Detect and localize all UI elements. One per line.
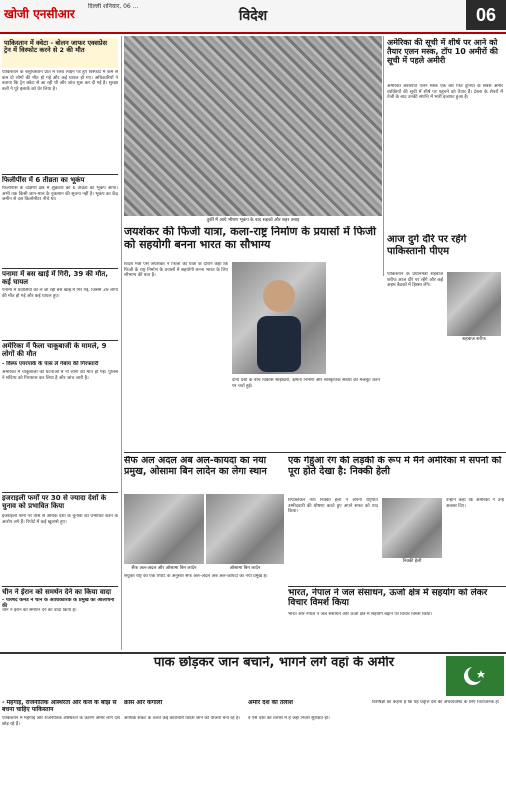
pakistan-flag (428, 656, 504, 696)
page-number: 06 (466, 0, 506, 30)
crescent-star-icon (462, 664, 486, 688)
headline-india-nepal: भारत, नेपाल ने जल संसाधन, ऊर्जा क्षेत्र में सहयोग को लेकर विचार विमर्श किया (288, 588, 488, 609)
haley-article (288, 454, 506, 584)
section-title: विदेश (238, 8, 268, 24)
article-alqaeda-body: संयुक्त राष्ट्र की एक रिपोर्ट के अनुसार सैफ अल-अदल अब अल-कायदा का नया प्रमुख है। (124, 574, 268, 579)
article-pak-pm-body: पाकिस्तान के प्रधानमंत्री शहबाज शरीफ आज दौरे पर रहेंगे और कई अहम बैठकों में हिस्सा लेंगे। (387, 272, 443, 288)
pak-pm-caption: शहबाज शरीफ (462, 337, 486, 342)
article-india-nepal-body: भारत और नेपाल ने जल संसाधन और ऊर्जा क्षेत्र में सहयोग बढ़ाने पर विचार विमर्श किया। (288, 612, 433, 617)
jaishankar-photo (232, 262, 326, 374)
headline-us-stabbing: अमेरिका में फैला चाकूबाजी के मामले, 9 लोगों की मौत (2, 342, 107, 359)
subhead-china-iran: - परिषद कमर्ड ने चीन के आधिकारिक के प्रमुख की आलोचना की (2, 598, 115, 609)
caption-saif: सैफ अल-अदल और ओसामा बिन लादेन (131, 566, 197, 571)
headline-musk: अमेरिका की सूची में शीर्ष पर आने को तैयार एलन मस्क, टॉप 10 अमीरों की सूची में पहले अमीरी (387, 38, 498, 66)
article-pak-rich-2: आर्थिक संकट के चलते कई कारोबारी विदेश जाने की योजना बना रहे हैं। (124, 716, 241, 721)
earthquake-photo-caption: तुर्की में आये भीषण भूकंप के बाद सड़कों और शहर तबाह (206, 218, 300, 223)
article-haley-body-right: उन्होंने कहा कि अमेरिका ने उन्हें अवसर दिए। (446, 498, 504, 509)
osama-photo (206, 494, 284, 564)
edition-line: दिल्ली शनिवार, 06 ... (88, 3, 139, 10)
headline-haley: एक गेहुंआ रंग की लड़की के रूप में मैंने अमेरिका में सपनों को पूरा होते देखा है: निक्की हेली (288, 456, 502, 477)
headline-quetta-blast: पाकिस्तान में क्वेटा - बोलन जाफर एक्सप्रेस ट्रेन में विस्फोट करने से 2 की मौत (4, 39, 108, 55)
article-israel-body: इजराइली फर्मों पर तीस से अधिक देशों के चुनावों को प्रभावित करने के आरोप लगे हैं। रिपोर्ट में कई खुलासे हुए। (2, 514, 118, 525)
subhead-pak-1: - महंगाई, राजनीतिक अस्थिरता और कर्ज के बोझ से बचना चाहिए पाकिस्तान (2, 700, 117, 713)
subhead-us-stabbing: - विस्फ एयरपार्क के पास ले गेबाय की गिरफ्तारी (2, 361, 99, 367)
person-portrait-icon (252, 272, 306, 372)
article-pak-rich-4: विशेषज्ञों का कहना है कि यह प्रवृत्ति देश की अर्थव्यवस्था के लिए चिंताजनक है। (372, 700, 500, 705)
subhead-pak-3: अमीर देश की तलाश (248, 700, 293, 706)
masthead-brand: खोजी एनसीआर (4, 7, 75, 21)
article-jaishankar-right: दोनों देशों के बीच विकास साझेदारी, क्षमता निर्माण और सांस्कृतिक संबंधों को मजबूत करने पर चर्चा हुई। (232, 378, 380, 389)
article-musk-body: अमेरिकी अरबपति एलन मस्क एक बार फिर दुनिया के सबसे अमीर व्यक्तियों की सूची में शीर्ष पर पहुंचने को तैयार हैं। टेस्ला के शेयरों में तेजी के बाद उनकी संपत्ति में भारी इजाफा हुआ है। (387, 84, 503, 100)
page-header (0, 0, 506, 34)
headline-pak-rich: पाक छोड़कर जान बचाने, भागने लगे वहां के अमीर (153, 656, 395, 670)
alqaeda-article (124, 454, 284, 650)
article-quake-body: फिलीपींस के दक्षिणी क्षेत्र में शुक्रवार को 6 तीव्रता का भूकंप आया। अभी तक किसी जान-माल के नुकसान की सूचना नहीं है। भूकंप का केंद्र जमीन से दस किलोमीटर नीचे था। (2, 186, 118, 202)
headline-philippines-quake: फिलीपींस में 6 तीव्रता का भूकंप (2, 176, 85, 184)
pak-pm-photo (447, 272, 501, 336)
article-haley-body: रिपब्लिकन नेता निक्की हेली ने अपनी राष्ट्रपति उम्मीदवारी की घोषणा करते हुए अपने सफर को याद किया। (288, 498, 378, 514)
earthquake-photo (124, 36, 382, 216)
article-pak-rich-3: वे ऐसे देशों की तलाश में हैं जहां निवेश सुरक्षित हो। (248, 716, 330, 721)
article-panama-body: पनामा में प्रवासियों को ले जा रही बस खाई में गिर गई, जिसमें 39 लोगों की मौत हो गई और कई घायल हुए। (2, 288, 118, 299)
article-china-body: चीन ने ईरान को समर्थन देने का वादा किया है। (2, 608, 77, 613)
article-quetta-body: पाकिस्तान के बलूचिस्तान प्रांत में रेलवे लाइन पर हुए विस्फोट में कम से कम दो लोगों की मौत हो गई और कई घायल हो गए। अधिकारियों ने बताया कि ट्रेन क्वेटा से आ रही थी और जांच शुरू कर दी गई है। सुरक्षा बलों ने पूरे इलाके को घेर लिया है। (2, 70, 118, 92)
article-pak-rich-1: पाकिस्तान में महंगाई और राजनीतिक अस्थिरता के कारण अमीर लोग देश छोड़ रहे हैं। (2, 716, 120, 727)
headline-china-iran: चीन ने ईरान को समर्थन देने का किया वादा (2, 588, 112, 596)
subhead-pak-2: क्रास और कंगाली (124, 700, 163, 706)
article-us-body: अमेरिका में चाकूबाजी की घटनाओं में नौ लोगों की मौत हो गई। पुलिस ने संदिग्ध को गिरफ्तार कर लिया है और जांच जारी है। (2, 370, 118, 381)
headline-panama-bus: पनामा में बस खाई में गिरी, 39 की मौत, कई घायल (2, 270, 108, 287)
headline-pak-pm: आज दुर्ग दौरे पर रहेंगे पाकिस्तानी पीएम (387, 234, 467, 257)
haley-caption: निक्की हेली (402, 559, 422, 564)
haley-photo (382, 498, 442, 558)
pak-pm-article (385, 232, 505, 448)
caption-osama: ओसामा बिन लादेन (229, 566, 261, 571)
saif-al-adel-photo (124, 494, 204, 564)
headline-alqaeda: सैफ अल अदल अब अल-कायदा का नया प्रमुख, ओसामा बिन लादेन का लेगा स्थान (124, 456, 267, 477)
article-jaishankar-left: विदेश मंत्री एस जयशंकर ने फिजी की यात्रा के दौरान कहा कि फिजी के राष्ट्र निर्माण के प्रयासों में सहयोगी बनना भारत के लिए सौभाग्य की बात है। (124, 262, 228, 278)
headline-israeli-firms: इजराइली फर्मों पर 30 से ज्यादा देशों के चुनाव को प्रभावित किया (2, 494, 107, 511)
headline-jaishankar: जयशंकर की फिजी यात्रा, कला-राष्ट्र निर्माण के प्रयासों में फिजी को सहयोगी बनना भारत का सौभाग्य (124, 226, 376, 251)
left-column (0, 36, 120, 650)
